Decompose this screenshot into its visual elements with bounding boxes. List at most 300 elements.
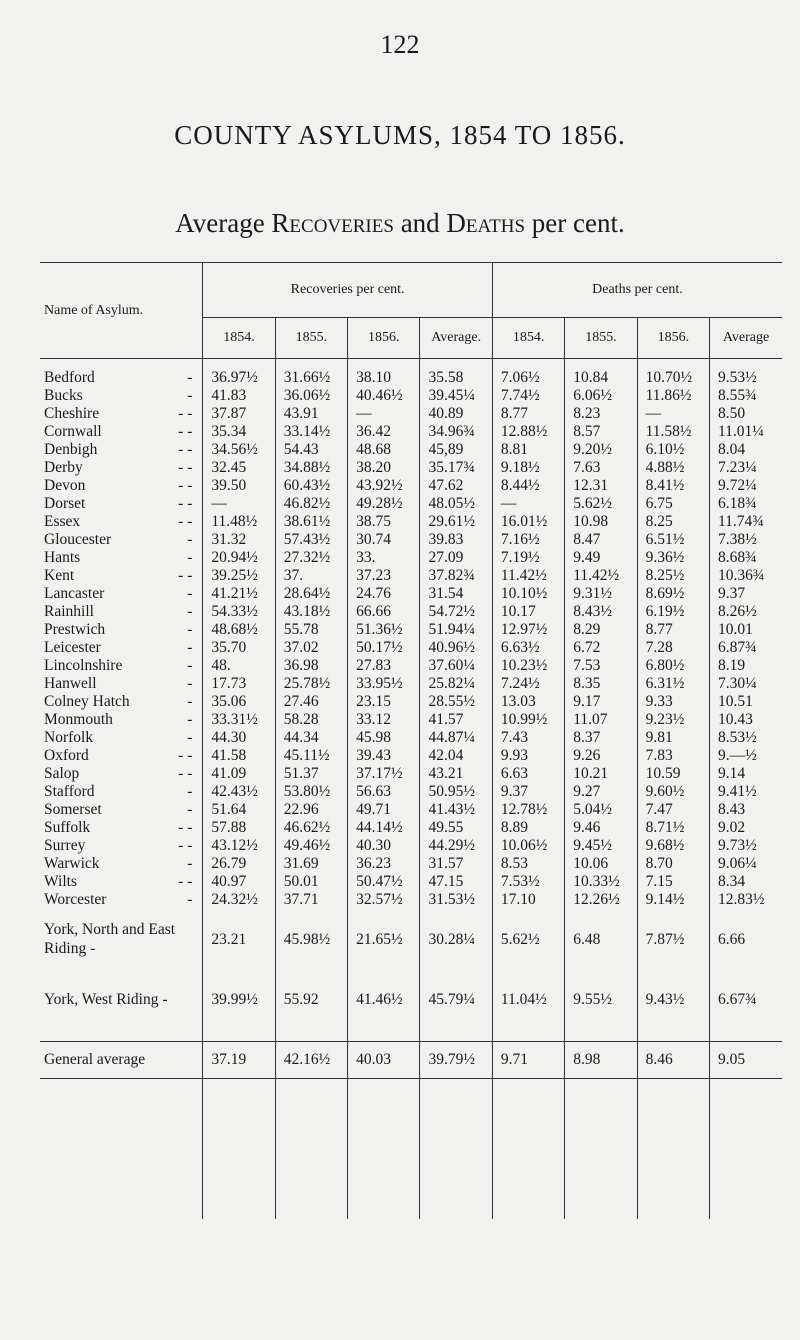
- recovery-value-cell: 20.94½: [203, 549, 275, 567]
- recovery-value-cell: 41.43½: [420, 801, 492, 819]
- spacer-cell: [275, 1029, 347, 1042]
- death-value-cell: 6.67¾: [710, 969, 783, 1029]
- page-number: 122: [380, 30, 420, 59]
- recovery-value-cell: 27.09: [420, 549, 492, 567]
- death-value-cell: 6.72: [565, 639, 637, 657]
- year-header: 1856.: [348, 318, 420, 359]
- recovery-value-cell: 66.66: [348, 603, 420, 621]
- asylum-name-cell: [40, 801, 203, 819]
- table-row: [40, 621, 782, 639]
- table-row: [40, 909, 782, 969]
- table-row: [40, 729, 782, 747]
- asylum-name-cell: [40, 783, 203, 801]
- asylum-name-cell: [40, 969, 203, 1029]
- asylum-name: Warwick: [44, 855, 100, 872]
- recovery-value-cell: 51.64: [203, 801, 275, 819]
- leader-dash: -: [187, 801, 193, 818]
- asylum-name-cell: [40, 585, 203, 603]
- death-value-cell: 11.42½: [565, 567, 637, 585]
- asylum-name: York, West Riding -: [44, 990, 168, 1008]
- subtitle-deaths: Deaths: [446, 208, 526, 238]
- death-value-cell: 8.77: [492, 405, 564, 423]
- death-value-cell: 5.62½: [565, 495, 637, 513]
- leader-dash: -: [187, 675, 193, 692]
- recoveries-header: Recoveries per cent.: [203, 263, 493, 318]
- recovery-value-cell: 42.43½: [203, 783, 275, 801]
- death-value-cell: 10.36¾: [710, 567, 783, 585]
- recovery-value-cell: 36.23: [348, 855, 420, 873]
- spacer-cell: [348, 1029, 420, 1042]
- death-value-cell: 10.84: [565, 359, 637, 388]
- asylum-name-cell: [40, 891, 203, 909]
- recovery-value-cell: 39.50: [203, 477, 275, 495]
- asylum-name: Hants: [44, 549, 81, 566]
- death-value-cell: 5.62½: [492, 909, 564, 969]
- death-value-cell: 8.89: [492, 819, 564, 837]
- death-value-cell: 9.33: [637, 693, 709, 711]
- recovery-value-cell: 33.31½: [203, 711, 275, 729]
- spacer-cell: [710, 1029, 783, 1042]
- recovery-value-cell: 41.83: [203, 387, 275, 405]
- asylum-name-cell: [40, 711, 203, 729]
- table-row: [40, 441, 782, 459]
- death-value-cell: 6.48: [565, 909, 637, 969]
- table-row: [40, 477, 782, 495]
- death-value-cell: 6.63: [492, 765, 564, 783]
- recovery-value-cell: 54.72½: [420, 603, 492, 621]
- death-value-cell: 9.26: [565, 747, 637, 765]
- spacer-cell: [565, 1029, 637, 1042]
- death-value-cell: 9.17: [565, 693, 637, 711]
- death-value-cell: 8.43: [710, 801, 783, 819]
- average-header: Average: [710, 318, 783, 359]
- spacer-cell: [420, 1029, 492, 1042]
- death-value-cell: 4.88½: [637, 459, 709, 477]
- death-value-cell: 11.86½: [637, 387, 709, 405]
- asylum-name-cell: [40, 495, 203, 513]
- asylum-name-cell: [40, 837, 203, 855]
- recovery-value-cell: 39.25½: [203, 567, 275, 585]
- death-value-cell: 9.68½: [637, 837, 709, 855]
- asylum-name: Prestwich: [44, 621, 106, 638]
- table-row: [40, 567, 782, 585]
- leader-dash: - -: [178, 837, 193, 854]
- asylum-name: Bedford: [44, 369, 95, 386]
- recovery-value-cell: 38.61½: [275, 513, 347, 531]
- recovery-value-cell: 39.79½: [420, 1042, 492, 1079]
- recovery-value-cell: 44.87¼: [420, 729, 492, 747]
- spacer-cell: [203, 1079, 275, 1220]
- recovery-value-cell: 37.82¾: [420, 567, 492, 585]
- table-subtitle: [0, 208, 800, 239]
- death-value-cell: 6.31½: [637, 675, 709, 693]
- death-value-cell: 9.27: [565, 783, 637, 801]
- death-value-cell: 7.47: [637, 801, 709, 819]
- death-value-cell: 10.10½: [492, 585, 564, 603]
- leader-dash: - -: [178, 477, 193, 494]
- asylum-name-cell: [40, 567, 203, 585]
- name-column-header: Name of Asylum.: [40, 263, 203, 359]
- recovery-value-cell: 49.46½: [275, 837, 347, 855]
- spacer-cell: [40, 1029, 203, 1042]
- recovery-value-cell: 33.: [348, 549, 420, 567]
- death-value-cell: 8.46: [637, 1042, 709, 1079]
- asylum-name: Denbigh: [44, 441, 98, 458]
- asylum-name-cell: [40, 477, 203, 495]
- recovery-value-cell: 37.: [275, 567, 347, 585]
- death-value-cell: 10.51: [710, 693, 783, 711]
- spacer-cell: [492, 1079, 564, 1220]
- recovery-value-cell: 44.29½: [420, 837, 492, 855]
- recovery-value-cell: 43.21: [420, 765, 492, 783]
- asylum-name: General average: [44, 1051, 146, 1068]
- recovery-value-cell: 22.96: [275, 801, 347, 819]
- leader-dash: -: [187, 621, 193, 638]
- asylum-name: Somerset: [44, 801, 102, 818]
- spacer-row: [40, 1029, 782, 1042]
- table-row: [40, 657, 782, 675]
- recovery-value-cell: 37.60¼: [420, 657, 492, 675]
- recovery-value-cell: 51.36½: [348, 621, 420, 639]
- recovery-value-cell: 30.74: [348, 531, 420, 549]
- death-value-cell: 10.21: [565, 765, 637, 783]
- recovery-value-cell: 43.18½: [275, 603, 347, 621]
- death-value-cell: 10.06½: [492, 837, 564, 855]
- asylum-name-cell: [40, 693, 203, 711]
- asylum-name: Monmouth: [44, 711, 113, 728]
- general-average-row: [40, 1042, 782, 1079]
- leader-dash: -: [187, 531, 193, 548]
- recovery-value-cell: 32.57½: [348, 891, 420, 909]
- leader-dash: - -: [178, 765, 193, 782]
- subtitle-suffix: per cent.: [525, 208, 625, 238]
- recovery-value-cell: 42.16½: [275, 1042, 347, 1079]
- death-value-cell: 11.04½: [492, 969, 564, 1029]
- asylum-name-cell: [40, 513, 203, 531]
- death-value-cell: 9.05: [710, 1042, 783, 1079]
- death-value-cell: 7.83: [637, 747, 709, 765]
- spacer-cell: [420, 1079, 492, 1220]
- recovery-value-cell: 41.09: [203, 765, 275, 783]
- death-value-cell: 8.55¾: [710, 387, 783, 405]
- recovery-value-cell: 49.28½: [348, 495, 420, 513]
- death-value-cell: 9.53½: [710, 359, 783, 388]
- recovery-value-cell: 27.83: [348, 657, 420, 675]
- leader-dash: - -: [178, 567, 193, 584]
- asylum-name-cell: [40, 405, 203, 423]
- recovery-value-cell: 37.23: [348, 567, 420, 585]
- death-value-cell: 11.42½: [492, 567, 564, 585]
- leader-dash: -: [187, 711, 193, 728]
- average-header: Average.: [420, 318, 492, 359]
- asylum-table-container: [40, 262, 782, 1268]
- death-value-cell: 7.53½: [492, 873, 564, 891]
- death-value-cell: 8.23: [565, 405, 637, 423]
- recovery-value-cell: 11.48½: [203, 513, 275, 531]
- death-value-cell: 8.41½: [637, 477, 709, 495]
- recovery-value-cell: 47.62: [420, 477, 492, 495]
- year-header: 1855.: [565, 318, 637, 359]
- asylum-name: Norfolk: [44, 729, 94, 746]
- asylum-name: Worcester: [44, 891, 107, 908]
- recovery-value-cell: 41.57: [420, 711, 492, 729]
- table-row: [40, 549, 782, 567]
- death-value-cell: 8.50: [710, 405, 783, 423]
- death-value-cell: 6.51½: [637, 531, 709, 549]
- recovery-value-cell: 31.69: [275, 855, 347, 873]
- death-value-cell: 7.38½: [710, 531, 783, 549]
- table-row: [40, 531, 782, 549]
- table-row: [40, 711, 782, 729]
- recovery-value-cell: 29.61½: [420, 513, 492, 531]
- recovery-value-cell: 49.55: [420, 819, 492, 837]
- death-value-cell: 9.72¼: [710, 477, 783, 495]
- recovery-value-cell: 55.92: [275, 969, 347, 1029]
- recovery-value-cell: 56.63: [348, 783, 420, 801]
- recovery-value-cell: 36.97½: [203, 359, 275, 388]
- year-header: 1854.: [203, 318, 275, 359]
- death-value-cell: 9.71: [492, 1042, 564, 1079]
- recovery-value-cell: 49.71: [348, 801, 420, 819]
- table-row: [40, 513, 782, 531]
- death-value-cell: 6.18¾: [710, 495, 783, 513]
- death-value-cell: 7.19½: [492, 549, 564, 567]
- death-value-cell: 10.99½: [492, 711, 564, 729]
- subtitle-prefix: Average: [175, 208, 272, 238]
- recovery-value-cell: 25.82¼: [420, 675, 492, 693]
- death-value-cell: 6.10½: [637, 441, 709, 459]
- table-row: [40, 801, 782, 819]
- spacer-cell: [637, 1029, 709, 1042]
- recovery-value-cell: 48.: [203, 657, 275, 675]
- death-value-cell: 8.70: [637, 855, 709, 873]
- year-header: 1854.: [492, 318, 564, 359]
- recovery-value-cell: 38.20: [348, 459, 420, 477]
- recovery-value-cell: 50.47½: [348, 873, 420, 891]
- leader-dash: -: [187, 891, 193, 908]
- death-value-cell: 12.78½: [492, 801, 564, 819]
- death-value-cell: 9.93: [492, 747, 564, 765]
- leader-dash: -: [187, 639, 193, 656]
- recovery-value-cell: 37.17½: [348, 765, 420, 783]
- recovery-value-cell: 28.64½: [275, 585, 347, 603]
- death-value-cell: 7.63: [565, 459, 637, 477]
- asylum-name-cell: [40, 359, 203, 388]
- asylum-statistics-table: [40, 262, 782, 1219]
- recovery-value-cell: 41.58: [203, 747, 275, 765]
- death-value-cell: 12.88½: [492, 423, 564, 441]
- recovery-value-cell: 42.04: [420, 747, 492, 765]
- leader-dash: -: [187, 855, 193, 872]
- death-value-cell: 12.97½: [492, 621, 564, 639]
- spacer-cell: [637, 1079, 709, 1220]
- table-row: [40, 873, 782, 891]
- recovery-value-cell: 48.05½: [420, 495, 492, 513]
- recovery-value-cell: 41.21½: [203, 585, 275, 603]
- recovery-value-cell: 48.68½: [203, 621, 275, 639]
- asylum-name-cell: [40, 387, 203, 405]
- recovery-value-cell: 51.37: [275, 765, 347, 783]
- recovery-value-cell: 47.15: [420, 873, 492, 891]
- recovery-value-cell: 34.96¾: [420, 423, 492, 441]
- death-value-cell: 11.74¾: [710, 513, 783, 531]
- asylum-name-cell: [40, 549, 203, 567]
- recovery-value-cell: 28.55½: [420, 693, 492, 711]
- recovery-value-cell: 45.98: [348, 729, 420, 747]
- death-value-cell: 7.87½: [637, 909, 709, 969]
- recovery-value-cell: 57.88: [203, 819, 275, 837]
- recovery-value-cell: 40.97: [203, 873, 275, 891]
- recovery-value-cell: 44.14½: [348, 819, 420, 837]
- recovery-value-cell: 31.57: [420, 855, 492, 873]
- death-value-cell: 12.26½: [565, 891, 637, 909]
- recovery-value-cell: 46.62½: [275, 819, 347, 837]
- asylum-name: Lancaster: [44, 585, 105, 602]
- death-value-cell: 8.34: [710, 873, 783, 891]
- recovery-value-cell: 57.43½: [275, 531, 347, 549]
- death-value-cell: 9.73½: [710, 837, 783, 855]
- leader-dash: -: [187, 369, 193, 386]
- recovery-value-cell: 23.21: [203, 909, 275, 969]
- death-value-cell: 7.43: [492, 729, 564, 747]
- subtitle-recoveries: Recoveries: [271, 208, 394, 238]
- death-value-cell: 7.53: [565, 657, 637, 675]
- death-value-cell: 8.71½: [637, 819, 709, 837]
- asylum-name: Salop: [44, 765, 80, 782]
- recovery-value-cell: 35.58: [420, 359, 492, 388]
- death-value-cell: 8.44½: [492, 477, 564, 495]
- asylum-name: Lincolnshire: [44, 657, 123, 674]
- asylum-name: Bucks: [44, 387, 83, 404]
- death-value-cell: 8.98: [565, 1042, 637, 1079]
- recovery-value-cell: 37.71: [275, 891, 347, 909]
- recovery-value-cell: 31.32: [203, 531, 275, 549]
- death-value-cell: 9.43½: [637, 969, 709, 1029]
- leader-dash: - -: [178, 405, 193, 422]
- death-value-cell: 8.25: [637, 513, 709, 531]
- subtitle-middle: and: [393, 208, 447, 238]
- table-body: [40, 359, 782, 1220]
- asylum-name-cell: [40, 675, 203, 693]
- death-value-cell: 13.03: [492, 693, 564, 711]
- death-value-cell: 7.06½: [492, 359, 564, 388]
- death-value-cell: 8.47: [565, 531, 637, 549]
- recovery-value-cell: 45.11½: [275, 747, 347, 765]
- recovery-value-cell: 40.30: [348, 837, 420, 855]
- death-value-cell: 8.04: [710, 441, 783, 459]
- death-value-cell: 10.98: [565, 513, 637, 531]
- death-value-cell: 10.23½: [492, 657, 564, 675]
- table-row: [40, 359, 782, 388]
- recovery-value-cell: 31.53½: [420, 891, 492, 909]
- death-value-cell: 9.06¼: [710, 855, 783, 873]
- spacer-cell: [492, 1029, 564, 1042]
- recovery-value-cell: 45.98½: [275, 909, 347, 969]
- recovery-value-cell: 33.12: [348, 711, 420, 729]
- asylum-name-cell: [40, 639, 203, 657]
- page-title: COUNTY ASYLUMS, 1854 TO 1856.: [174, 120, 626, 150]
- asylum-name-cell: [40, 873, 203, 891]
- asylum-name: Essex: [44, 513, 81, 530]
- asylum-name: Suffolk: [44, 819, 91, 836]
- table-row: [40, 819, 782, 837]
- death-value-cell: 8.37: [565, 729, 637, 747]
- death-value-cell: 9.—½: [710, 747, 783, 765]
- asylum-name: Dorset: [44, 495, 86, 512]
- death-value-cell: 16.01½: [492, 513, 564, 531]
- recovery-value-cell: 54.43: [275, 441, 347, 459]
- death-value-cell: 9.60½: [637, 783, 709, 801]
- death-value-cell: 9.37: [710, 585, 783, 603]
- recovery-value-cell: 44.30: [203, 729, 275, 747]
- recovery-value-cell: 37.19: [203, 1042, 275, 1079]
- recovery-value-cell: 50.17½: [348, 639, 420, 657]
- recovery-value-cell: 36.06½: [275, 387, 347, 405]
- death-value-cell: 8.26½: [710, 603, 783, 621]
- spacer-cell: [710, 1079, 783, 1220]
- death-value-cell: 9.46: [565, 819, 637, 837]
- recovery-value-cell: 33.14½: [275, 423, 347, 441]
- table-row: [40, 603, 782, 621]
- asylum-name: Cheshire: [44, 405, 100, 422]
- recovery-value-cell: —: [348, 405, 420, 423]
- recovery-value-cell: 23.15: [348, 693, 420, 711]
- recovery-value-cell: 55.78: [275, 621, 347, 639]
- recovery-value-cell: 51.94¼: [420, 621, 492, 639]
- asylum-name: Derby: [44, 459, 83, 476]
- leader-dash: -: [187, 657, 193, 674]
- asylum-name-cell: [40, 855, 203, 873]
- table-row: [40, 387, 782, 405]
- recovery-value-cell: 39.43: [348, 747, 420, 765]
- leader-dash: - -: [178, 873, 193, 890]
- death-value-cell: 6.80½: [637, 657, 709, 675]
- death-value-cell: 8.25½: [637, 567, 709, 585]
- death-value-cell: 11.01¼: [710, 423, 783, 441]
- leader-dash: - -: [178, 423, 193, 440]
- death-value-cell: 10.06: [565, 855, 637, 873]
- table-row: [40, 969, 782, 1029]
- spacer-row: [40, 1079, 782, 1220]
- death-value-cell: 10.70½: [637, 359, 709, 388]
- leader-dash: -: [187, 693, 193, 710]
- leader-dash: -: [187, 603, 193, 620]
- table-row: [40, 747, 782, 765]
- recovery-value-cell: 39.45¼: [420, 387, 492, 405]
- leader-dash: - -: [178, 441, 193, 458]
- asylum-name-cell: [40, 765, 203, 783]
- table-row: [40, 693, 782, 711]
- asylum-name-cell: [40, 729, 203, 747]
- table-row: [40, 405, 782, 423]
- death-value-cell: 6.66: [710, 909, 783, 969]
- death-value-cell: 9.14½: [637, 891, 709, 909]
- recovery-value-cell: 39.83: [420, 531, 492, 549]
- death-value-cell: 9.23½: [637, 711, 709, 729]
- asylum-name: Kent: [44, 567, 75, 584]
- asylum-name-cell: [40, 1042, 203, 1079]
- leader-dash: - -: [178, 513, 193, 530]
- recovery-value-cell: 26.79: [203, 855, 275, 873]
- death-value-cell: 8.53½: [710, 729, 783, 747]
- asylum-name: Cornwall: [44, 423, 102, 440]
- death-value-cell: 6.87¾: [710, 639, 783, 657]
- recovery-value-cell: 54.33½: [203, 603, 275, 621]
- death-value-cell: 5.04½: [565, 801, 637, 819]
- death-value-cell: 9.37: [492, 783, 564, 801]
- death-value-cell: 7.15: [637, 873, 709, 891]
- asylum-name-cell: [40, 819, 203, 837]
